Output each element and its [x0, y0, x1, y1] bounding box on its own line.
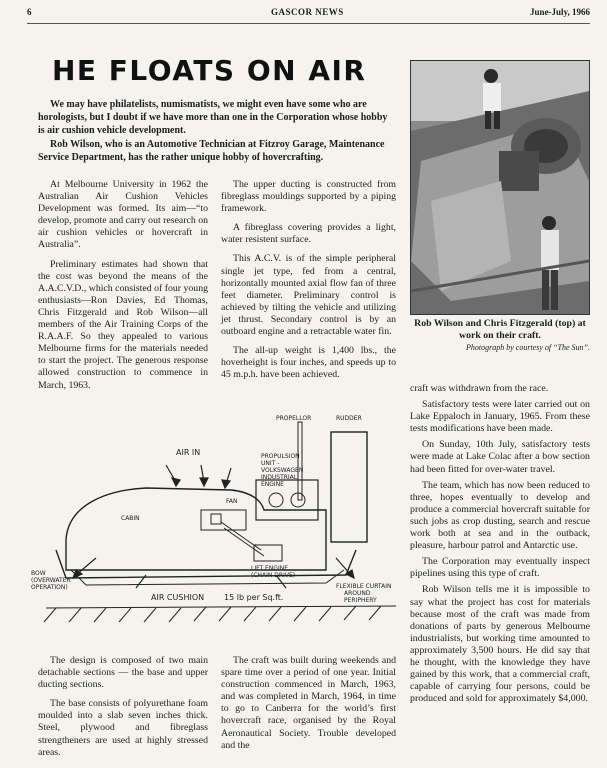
flexible-curtain-label: PERIPHERY — [344, 597, 377, 604]
bow-label: OPERATION) — [31, 584, 68, 591]
air-in-label: AIR IN — [176, 448, 201, 457]
body-paragraph: A fibreglass covering provides a light, water resistent surface. — [221, 222, 396, 246]
body-paragraph: The Corporation may eventually inspect pipelines using this type of craft. — [410, 556, 590, 580]
body-paragraph: craft was withdrawn from the race. — [410, 383, 549, 394]
page-number: 6 — [27, 7, 32, 17]
body-paragraph: At Melbourne University in 1962 the Australian Air Cushion Vehicles Development was formed. Its aim—“to develop, promote and carry out research on air cushion vehicles or hovercraft in Australia”. — [38, 179, 209, 251]
fan-label: FAN — [226, 498, 238, 505]
header-rule — [27, 23, 590, 24]
body-paragraph: The base consists of polyurethane foam moulded into a slab seven inches thick. Steel, plywood and fibreglass strengtheners are used at highly stressed areas. — [38, 698, 208, 758]
hovercraft-photo — [410, 60, 590, 315]
air-cushion-label: AIR CUSHION — [151, 593, 205, 602]
body-paragraph: This A.C.V. is of the simple peripheral single jet type, fed from a central, horizontally mounted axial flow fan of three feet diameter. Preliminary control is achieved by tilting the vehicle and utilizing jet thrust. Secondary control is by an outboard engine and a retractable water fin. — [221, 253, 396, 338]
ground-hatching — [44, 606, 396, 622]
photo-credit: Photograph by courtesy of “The Sun”. — [466, 343, 590, 352]
body-paragraph: Rob Wilson tells me it is impossible to say what the project has cost for materials because most of the craft was made from donations of parts by generous Melbourne industrialists, but working time amounted to approximately 3,500 hours. He did say that he thought, with the knowledge they have gained by this work, that a commercial craft, capable of carrying four persons, could be produced and sold for approximately $4,000. — [410, 584, 590, 705]
rudder-label: RUDDER — [336, 415, 362, 422]
bow-label: (OVERWATER — [31, 577, 71, 584]
body-paragraph: On Sunday, 10th July, satisfactory tests were made at Lake Colac after a bow section had been fitted for over-water travel. — [410, 439, 590, 475]
article-column — [221, 179, 396, 388]
propulsion-label: INDUSTRIAL — [261, 474, 298, 481]
article-column — [410, 383, 590, 709]
lift-engine-label: (CHAIN DRIVE) — [251, 572, 296, 579]
body-paragraph: The craft was built during weekends and spare time over a period of one year. Initial construction commenced in March, 1963, and was completed in March, 1964, in time to go to Canberra for the world’s first hovercraft race, organised by the Royal Aeronautical Society. Trouble developed and the — [221, 655, 396, 751]
bow-label: BOW — [31, 570, 46, 577]
page-header — [27, 7, 590, 21]
intro-paragraph: Rob Wilson, who is an Automotive Technician at Fitzroy Garage, Maintenance Service Department, has the rather unique hobby of hovercrafting. — [38, 139, 385, 163]
base-skirt — [56, 550, 356, 578]
hovercraft-diagram — [26, 410, 404, 645]
flexible-curtain-label: FLEXIBLE CURTAIN — [336, 583, 392, 590]
article-column — [38, 655, 208, 766]
body-paragraph: The team, which has now been reduced to three, hopes eventually to develop and produce a commercial hovercraft suitable for such jobs as crop dusting, search and rescue work both at sea and in the outback, pleasure, harbour patrol and Antarctic use. — [410, 479, 590, 552]
article-column — [38, 179, 208, 399]
body-paragraph: Preliminary estimates had shown that the cost was beyond the means of the A.A.C.V.D., which consisted of four young enthusiasts—Ron Davies, Ed Thomas, Chris Fitzgerald and Rob Wilson—all members of the Air Training Corps of the R.A.A.F. So they appealed to various Melbourne firms for the materials needed to start the project. The generous response allowed construction to commence in March, 1963. — [38, 258, 208, 391]
body-paragraph: The design is composed of two main detachable sections — the base and upper ducting sections. — [38, 655, 208, 691]
issue-date: June-July, 1966 — [529, 7, 590, 17]
intro-paragraph: We may have philatelists, numismatists, we might even have some who are horologists, but I doubt if we have more than one in the Corporation whose hobby is air cushion vehicle development. — [38, 99, 388, 136]
lift-engine — [254, 545, 282, 561]
body-paragraph: The all-up weight is 1,400 lbs., the hoverheight is four inches, and speeds up to 45 m.p.h. have been achieved. — [221, 345, 396, 381]
propulsion-label: ENGINE — [261, 481, 284, 488]
hull-outline — [66, 488, 326, 570]
cabin-label: CABIN — [121, 515, 140, 522]
body-paragraph: Satisfactory tests were later carried out on Lake Eppaloch in January, 1965. From these tests modifications have been made. — [410, 399, 590, 435]
photo-caption — [410, 318, 590, 353]
pressure-label: 15 lb per Sq.ft. — [224, 593, 284, 602]
fan-housing — [201, 510, 246, 530]
caption-text: Rob Wilson and Chris Fitzgerald (top) at work on their craft. — [414, 318, 586, 341]
propellor-label: PROPELLOR — [276, 415, 312, 422]
propulsion-label: UNIT - — [261, 460, 280, 467]
propulsion-label: PROPULSION — [261, 453, 300, 460]
propulsion-label: VOLKSWAGEN — [261, 467, 304, 474]
flexible-curtain-label: AROUND — [344, 590, 371, 597]
rudder — [331, 432, 367, 542]
article-headline: HE FLOATS ON AIR — [52, 54, 367, 87]
body-paragraph: The upper ducting is constructed from fibreglass mouldings supported by a piping framework. — [221, 179, 396, 215]
publication-name: GASCOR NEWS — [271, 7, 344, 17]
lift-engine-label: LIFT ENGINE — [251, 565, 289, 572]
propeller — [298, 422, 302, 500]
article-column — [221, 655, 396, 759]
